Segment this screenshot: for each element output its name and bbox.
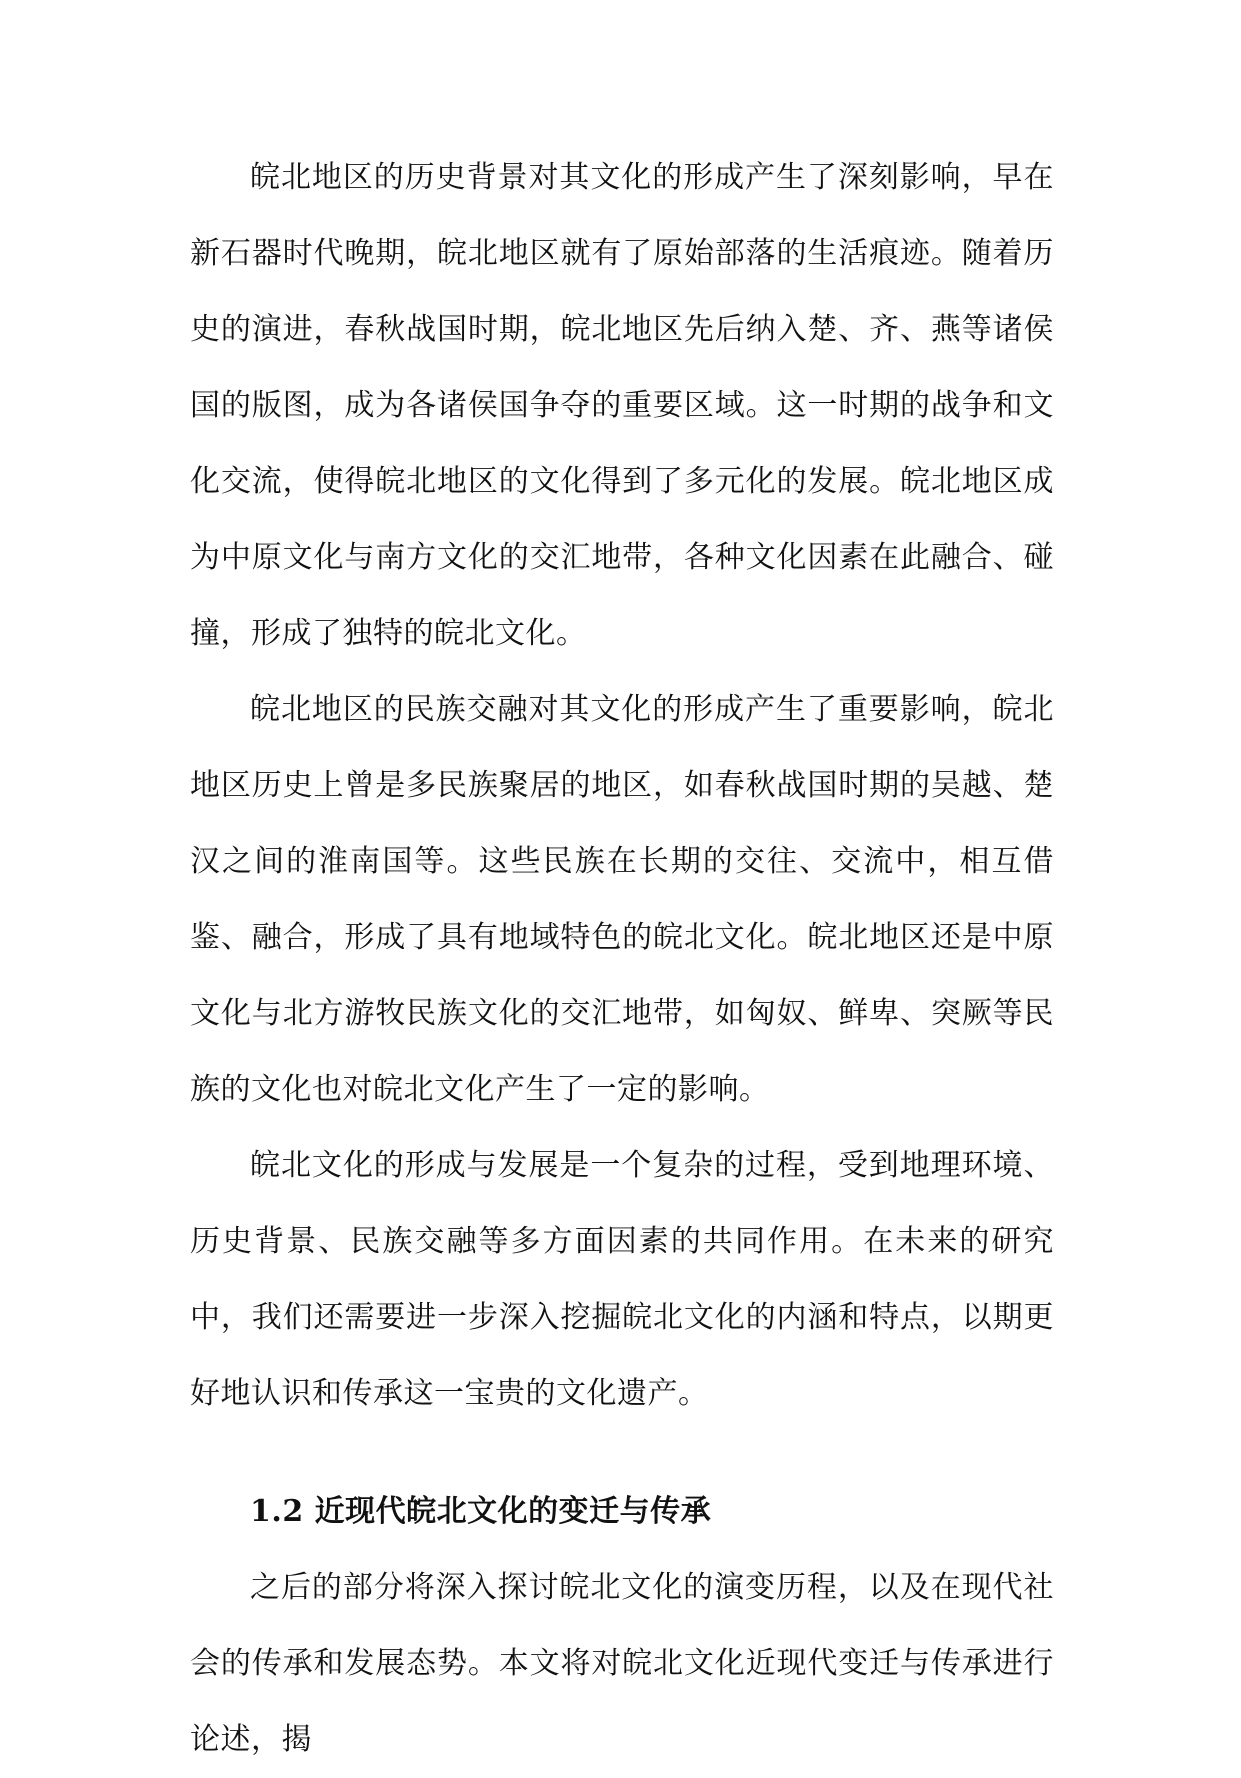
- paragraph-section-intro: 之后的部分将深入探讨皖北文化的演变历程，以及在现代社会的传承和发展态势。本文将对皖北文化近现代变迁与传承进行论述，揭: [190, 1570, 1054, 1757]
- page-content: [190, 140, 1054, 1778]
- section-heading: 1.2 近现代皖北文化的变迁与传承: [250, 1494, 712, 1529]
- paragraph-ethnic-integration: 皖北地区的民族交融对其文化的形成产生了重要影响，皖北地区历史上曾是多民族聚居的地区，如春秋战国时期的吴越、楚汉之间的淮南国等。这些民族在长期的交往、交流中，相互借鉴、融合，形成了具有地域特色的皖北文化。皖北地区还是中原文化与北方游牧民族文化的交汇地带，如匈奴、鲜卑、突厥等民族的文化也对皖北文化产生了一定的影响。: [190, 692, 1054, 1107]
- paragraph-conclusion: 皖北文化的形成与发展是一个复杂的过程，受到地理环境、历史背景、民族交融等多方面因素的共同作用。在未来的研究中，我们还需要进一步深入挖掘皖北文化的内涵和特点，以期更好地认识和传承这一宝贵的文化遗产。: [190, 1148, 1054, 1411]
- paragraph-historical-background: 皖北地区的历史背景对其文化的形成产生了深刻影响，早在新石器时代晚期，皖北地区就有了原始部落的生活痕迹。随着历史的演进，春秋战国时期，皖北地区先后纳入楚、齐、燕等诸侯国的版图，成为各诸侯国争夺的重要区域。这一时期的战争和文化交流，使得皖北地区的文化得到了多元化的发展。皖北地区成为中原文化与南方文化的交汇地带，各种文化因素在此融合、碰撞，形成了独特的皖北文化。: [190, 160, 1054, 651]
